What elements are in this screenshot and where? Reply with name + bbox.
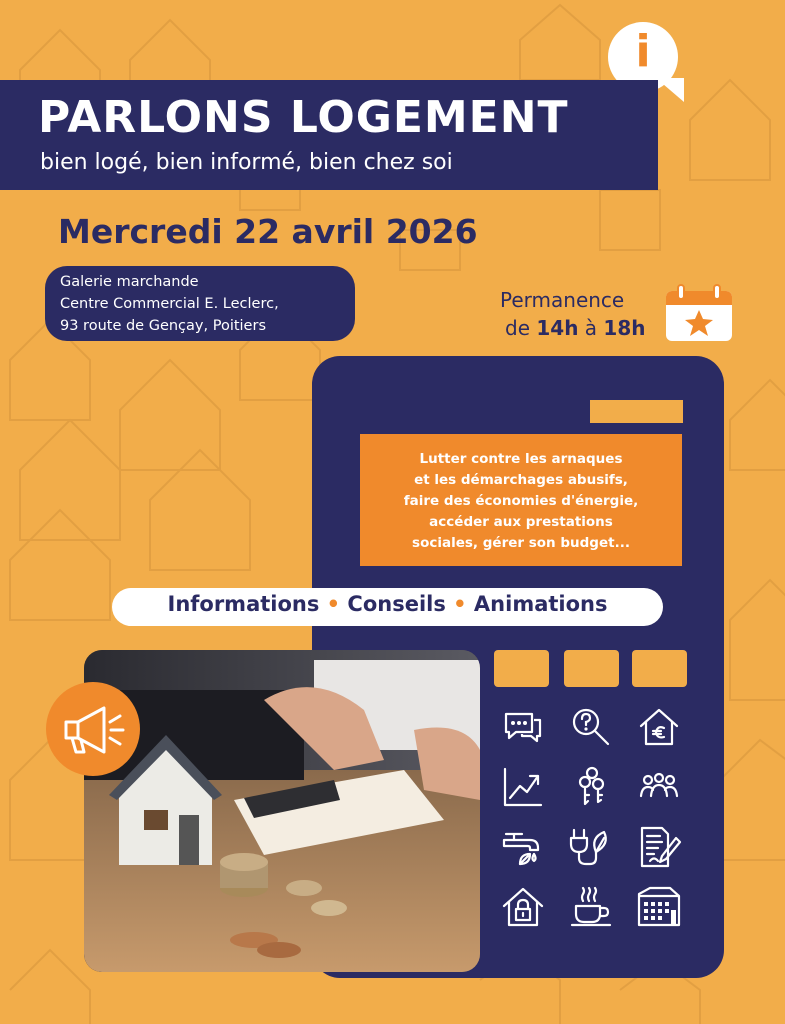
permanence-middle: à (578, 316, 604, 340)
tagline-separator: • (453, 592, 467, 616)
calendar-star-icon (664, 283, 734, 343)
house-euro-icon (636, 704, 682, 750)
info-badge-tail (656, 78, 684, 102)
event-date: Mercredi 22 avril 2026 (58, 212, 478, 251)
plug-leaf-icon (568, 824, 614, 870)
page-subtitle: bien logé, bien informé, bien chez soi (40, 150, 453, 175)
chart-up-icon (500, 764, 546, 810)
topics-line-1: Lutter contre les arnaques (419, 451, 623, 467)
people-icon (636, 764, 682, 810)
permanence-prefix: de (505, 316, 537, 340)
house-lock-icon (500, 884, 546, 930)
info-icon: i (635, 26, 651, 77)
budget-photo-drawing (84, 650, 480, 972)
coffee-cup-icon (568, 884, 614, 930)
phone-key (564, 650, 619, 687)
search-question-icon (568, 704, 614, 750)
megaphone-icon (46, 682, 140, 776)
topics-line-3: faire des économies d'énergie, (403, 493, 639, 509)
megaphone-badge (46, 682, 140, 776)
address-line-1: Galerie marchande (60, 274, 199, 290)
keys-icon (568, 764, 614, 810)
permanence-label: Permanence (500, 288, 625, 312)
topics-line-4: accéder aux prestations (429, 514, 613, 530)
address-line-2: Centre Commercial E. Leclerc, (60, 296, 279, 312)
topics-line-5: sociales, gérer son budget... (412, 535, 630, 551)
building-icon (636, 884, 682, 930)
faucet-icon (500, 824, 546, 870)
topics-line-2: et les démarchages abusifs, (414, 472, 628, 488)
tagline-informations: Informations (167, 592, 320, 616)
page-title: PARLONS LOGEMENT (38, 92, 569, 143)
permanence-hours (505, 316, 646, 340)
phone-key (494, 650, 549, 687)
contract-icon (636, 824, 682, 870)
permanence-start: 14h (536, 316, 579, 340)
phone-speaker-bar (590, 400, 683, 423)
phone-key (632, 650, 687, 687)
address-line-3: 93 route de Gençay, Poitiers (60, 318, 266, 334)
budget-photo (84, 650, 480, 972)
tagline-conseils: Conseils (347, 592, 446, 616)
tagline-animations: Animations (473, 592, 608, 616)
tagline (112, 592, 663, 616)
permanence-end: 18h (603, 316, 646, 340)
chat-bubbles-icon (500, 704, 546, 750)
tagline-separator: • (326, 592, 341, 616)
